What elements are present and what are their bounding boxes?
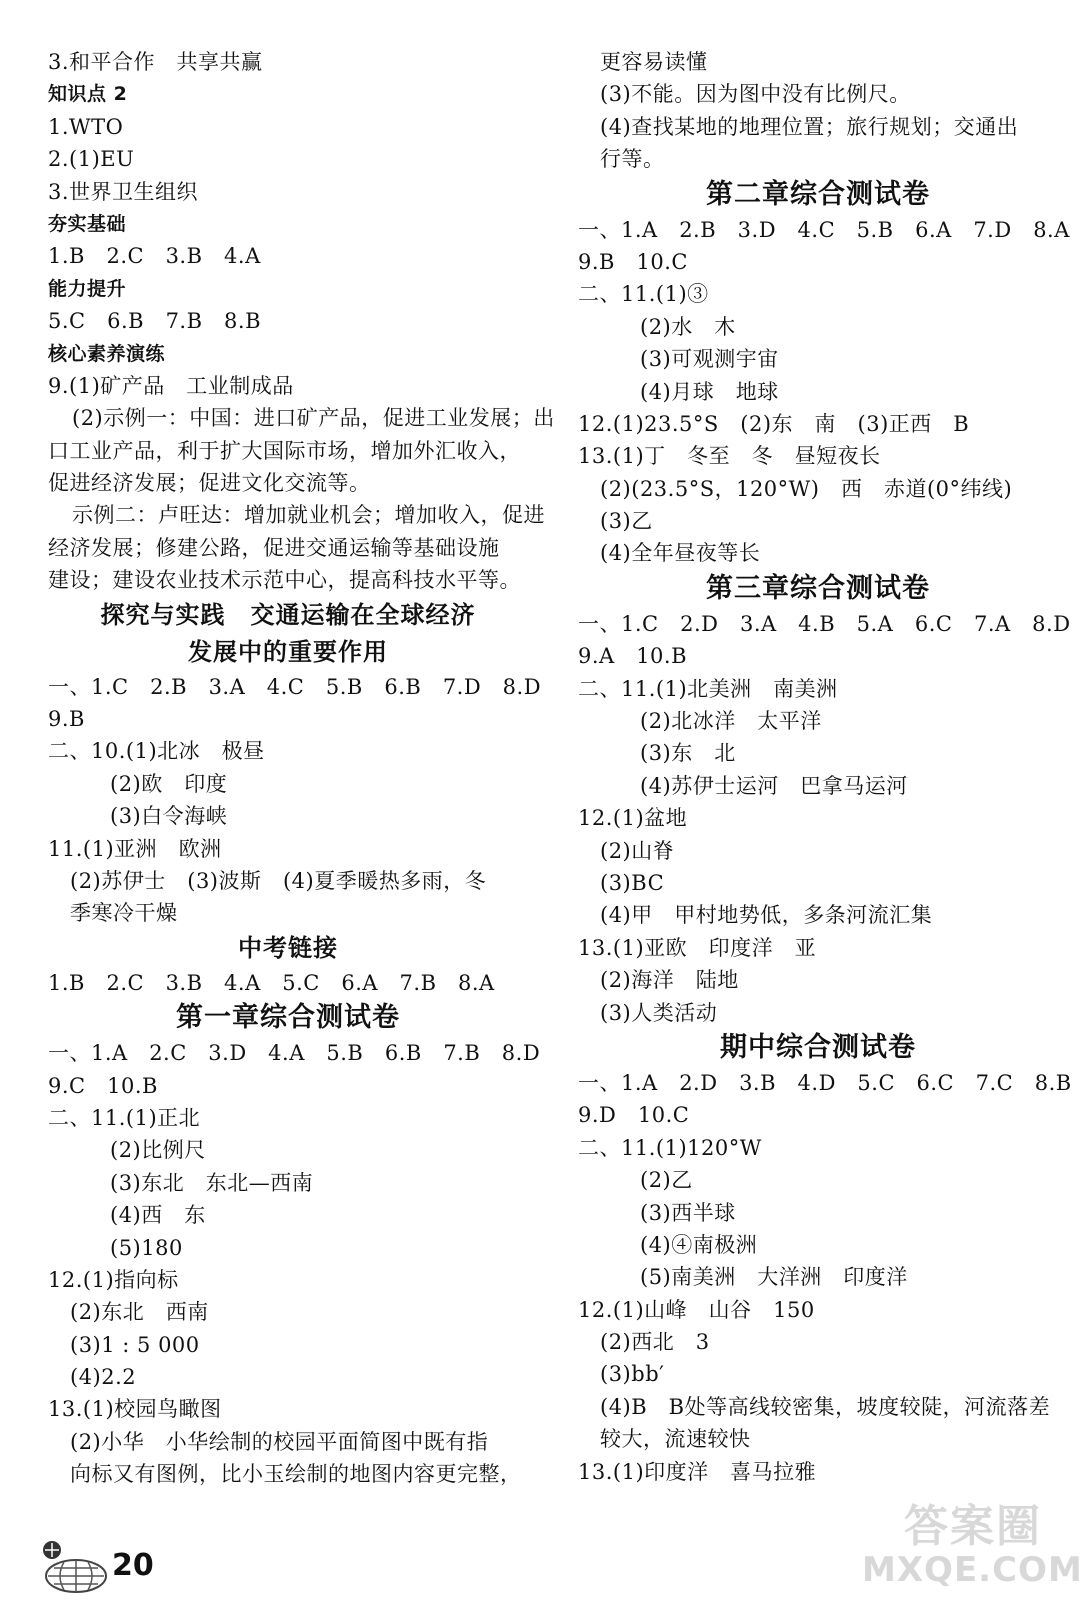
answer-line: 13.(1)丁 冬至 冬 昼短夜长 <box>578 444 881 469</box>
answer-line: (3)东 北 <box>640 741 736 766</box>
answer-line: (3)人类活动 <box>600 1000 718 1025</box>
answer-line: 二、10.(1)北冰 极昼 <box>48 739 265 764</box>
answer-line: 较大，流速较快 <box>600 1427 751 1452</box>
answer-line: 12.(1)指向标 <box>48 1267 179 1292</box>
answer-line: 季寒冷干燥 <box>70 901 178 926</box>
answer-line: (2)(23.5°S，120°W) 西 赤道(0°纬线) <box>600 476 1013 501</box>
answer-line: (5)180 <box>110 1235 183 1260</box>
answer-line: 9.A 10.B <box>578 644 688 669</box>
answer-line: 行等。 <box>600 147 665 172</box>
answer-line: (2)示例一：中国：进口矿产品，促进工业发展；出 <box>72 406 555 431</box>
answer-line: 经济发展；修建公路，促进交通运输等基础设施 <box>48 535 500 560</box>
subsection-heading: 知识点 2 <box>48 83 128 106</box>
answer-line: (3)乙 <box>600 509 653 534</box>
answer-line: (4)月球 地球 <box>640 379 779 404</box>
answer-line: 9.C 10.B <box>48 1073 158 1098</box>
answer-line: 一、1.A 2.D 3.B 4.D 5.C 6.C 7.C 8.B <box>578 1070 1072 1095</box>
answer-line: 3.和平合作 共享共赢 <box>48 50 263 74</box>
answer-line: (4)全年昼夜等长 <box>600 541 761 566</box>
answer-line: 13.(1)印度洋 喜马拉雅 <box>578 1459 817 1484</box>
answer-line: (3)bb′ <box>600 1362 665 1387</box>
answer-line: 建设；建设农业技术示范中心，提高科技水平等。 <box>48 568 521 593</box>
answer-line: (2)山脊 <box>600 838 675 863</box>
section-title: 中考链接 <box>238 933 338 962</box>
answer-line: 2.(1)EU <box>48 147 135 172</box>
answer-line: 12.(1)盆地 <box>578 806 688 831</box>
answer-line: 二、11.(1)北美洲 南美洲 <box>578 676 838 701</box>
answer-line: (4)④南极洲 <box>640 1232 758 1257</box>
watermark-url: MXQE.COM <box>862 1550 1083 1590</box>
answer-line: 11.(1)亚洲 欧洲 <box>48 836 222 861</box>
answer-line: (4)2.2 <box>70 1365 137 1390</box>
answer-line: 促进经济发展；促进文化交流等。 <box>48 471 371 496</box>
answer-line: (3)1 : 5 000 <box>70 1332 200 1357</box>
answer-line: (4)苏伊士运河 巴拿马运河 <box>640 773 908 798</box>
answer-line: 9.(1)矿产品 工业制成品 <box>48 373 294 398</box>
answer-line: 9.B <box>48 707 85 732</box>
answer-line: 一、1.C 2.B 3.A 4.C 5.B 6.B 7.D 8.D <box>48 674 542 699</box>
answer-line: 一、1.C 2.D 3.A 4.B 5.A 6.C 7.A 8.D <box>578 611 1071 636</box>
subsection-heading: 能力提升 <box>48 277 127 300</box>
answer-line: (4)B B处等高线较密集，坡度较陡，河流落差 <box>600 1394 1051 1419</box>
answer-line: 9.D 10.C <box>578 1103 690 1128</box>
answer-line: (3)BC <box>600 870 665 895</box>
answer-line: (4)查找某地的地理位置；旅行规划；交通出 <box>600 114 1019 139</box>
section-title: 发展中的重要作用 <box>188 637 388 666</box>
answer-line: 二、11.(1)③ <box>578 282 709 307</box>
answer-line: (5)南美洲 大洋洲 印度洋 <box>640 1265 908 1290</box>
answer-line: (3)可观测宇宙 <box>640 347 779 372</box>
answer-line: (3)白令海峡 <box>110 804 228 829</box>
answer-line: 二、11.(1)120°W <box>578 1135 762 1160</box>
answer-line: 更容易读懂 <box>600 50 708 74</box>
section-title: 期中综合测试卷 <box>720 1031 916 1063</box>
subsection-heading: 夯实基础 <box>48 212 127 235</box>
globe-icon <box>40 1538 110 1594</box>
section-title: 第一章综合测试卷 <box>176 1002 400 1034</box>
answer-line: 口工业产品，利于扩大国际市场，增加外汇收入， <box>48 438 521 463</box>
answer-line: 1.WTO <box>48 114 124 139</box>
answer-line: 5.C 6.B 7.B 8.B <box>48 309 262 334</box>
answer-line: (2)苏伊士 (3)波斯 (4)夏季暖热多雨，冬 <box>70 868 487 893</box>
answer-line: (2)海洋 陆地 <box>600 968 739 993</box>
answer-line: (2)小华 小华绘制的校园平面简图中既有指 <box>70 1429 489 1454</box>
answer-line: 13.(1)校园鸟瞰图 <box>48 1397 222 1422</box>
answer-line: 向标又有图例，比小玉绘制的地图内容更完整， <box>70 1462 522 1487</box>
page-number: 20 <box>112 1548 154 1583</box>
subsection-heading: 核心素养演练 <box>48 342 166 365</box>
section-title: 第三章综合测试卷 <box>706 572 930 604</box>
answer-line: (2)欧 印度 <box>110 771 228 796</box>
section-title: 第二章综合测试卷 <box>706 178 930 210</box>
answer-line: (2)乙 <box>640 1168 693 1193</box>
answer-line: (2)西北 3 <box>600 1330 710 1355</box>
watermark <box>860 1490 1083 1594</box>
answer-line: (4)甲 甲村地势低，多条河流汇集 <box>600 903 933 928</box>
answer-line: 一、1.A 2.B 3.D 4.C 5.B 6.A 7.D 8.A <box>578 217 1070 242</box>
answer-line: (3)不能。因为图中没有比例尺。 <box>600 82 911 107</box>
answer-line: 二、11.(1)正北 <box>48 1105 201 1130</box>
answer-line: 1.B 2.C 3.B 4.A 5.C 6.A 7.B 8.A <box>48 970 495 995</box>
answer-line: (2)北冰洋 太平洋 <box>640 709 822 734</box>
answer-line: (3)东北 东北—西南 <box>110 1170 314 1195</box>
answer-line: 3.世界卫生组织 <box>48 179 199 204</box>
left-column <box>48 46 555 1491</box>
answer-line: (3)西半球 <box>640 1200 736 1225</box>
answer-line: (2)比例尺 <box>110 1138 206 1163</box>
answer-line: (4)西 东 <box>110 1203 206 1228</box>
answer-line: 12.(1)山峰 山谷 150 <box>578 1297 815 1322</box>
answer-line: 1.B 2.C 3.B 4.A <box>48 244 261 269</box>
answer-line: 9.B 10.C <box>578 249 688 274</box>
section-title: 探究与实践 交通运输在全球经济 <box>100 600 476 629</box>
answer-line: 13.(1)亚欧 印度洋 亚 <box>578 935 817 960</box>
right-column <box>578 46 1072 1488</box>
answer-line: (2)东北 西南 <box>70 1300 209 1325</box>
answer-line: 一、1.A 2.C 3.D 4.A 5.B 6.B 7.B 8.D <box>48 1041 541 1066</box>
watermark-text: 答案圈 <box>904 1501 1042 1552</box>
answer-line: (2)水 木 <box>640 314 736 339</box>
answer-line: 示例二：卢旺达：增加就业机会；增加收入，促进 <box>72 503 545 528</box>
answer-line: 12.(1)23.5°S (2)东 南 (3)正西 B <box>578 411 970 436</box>
